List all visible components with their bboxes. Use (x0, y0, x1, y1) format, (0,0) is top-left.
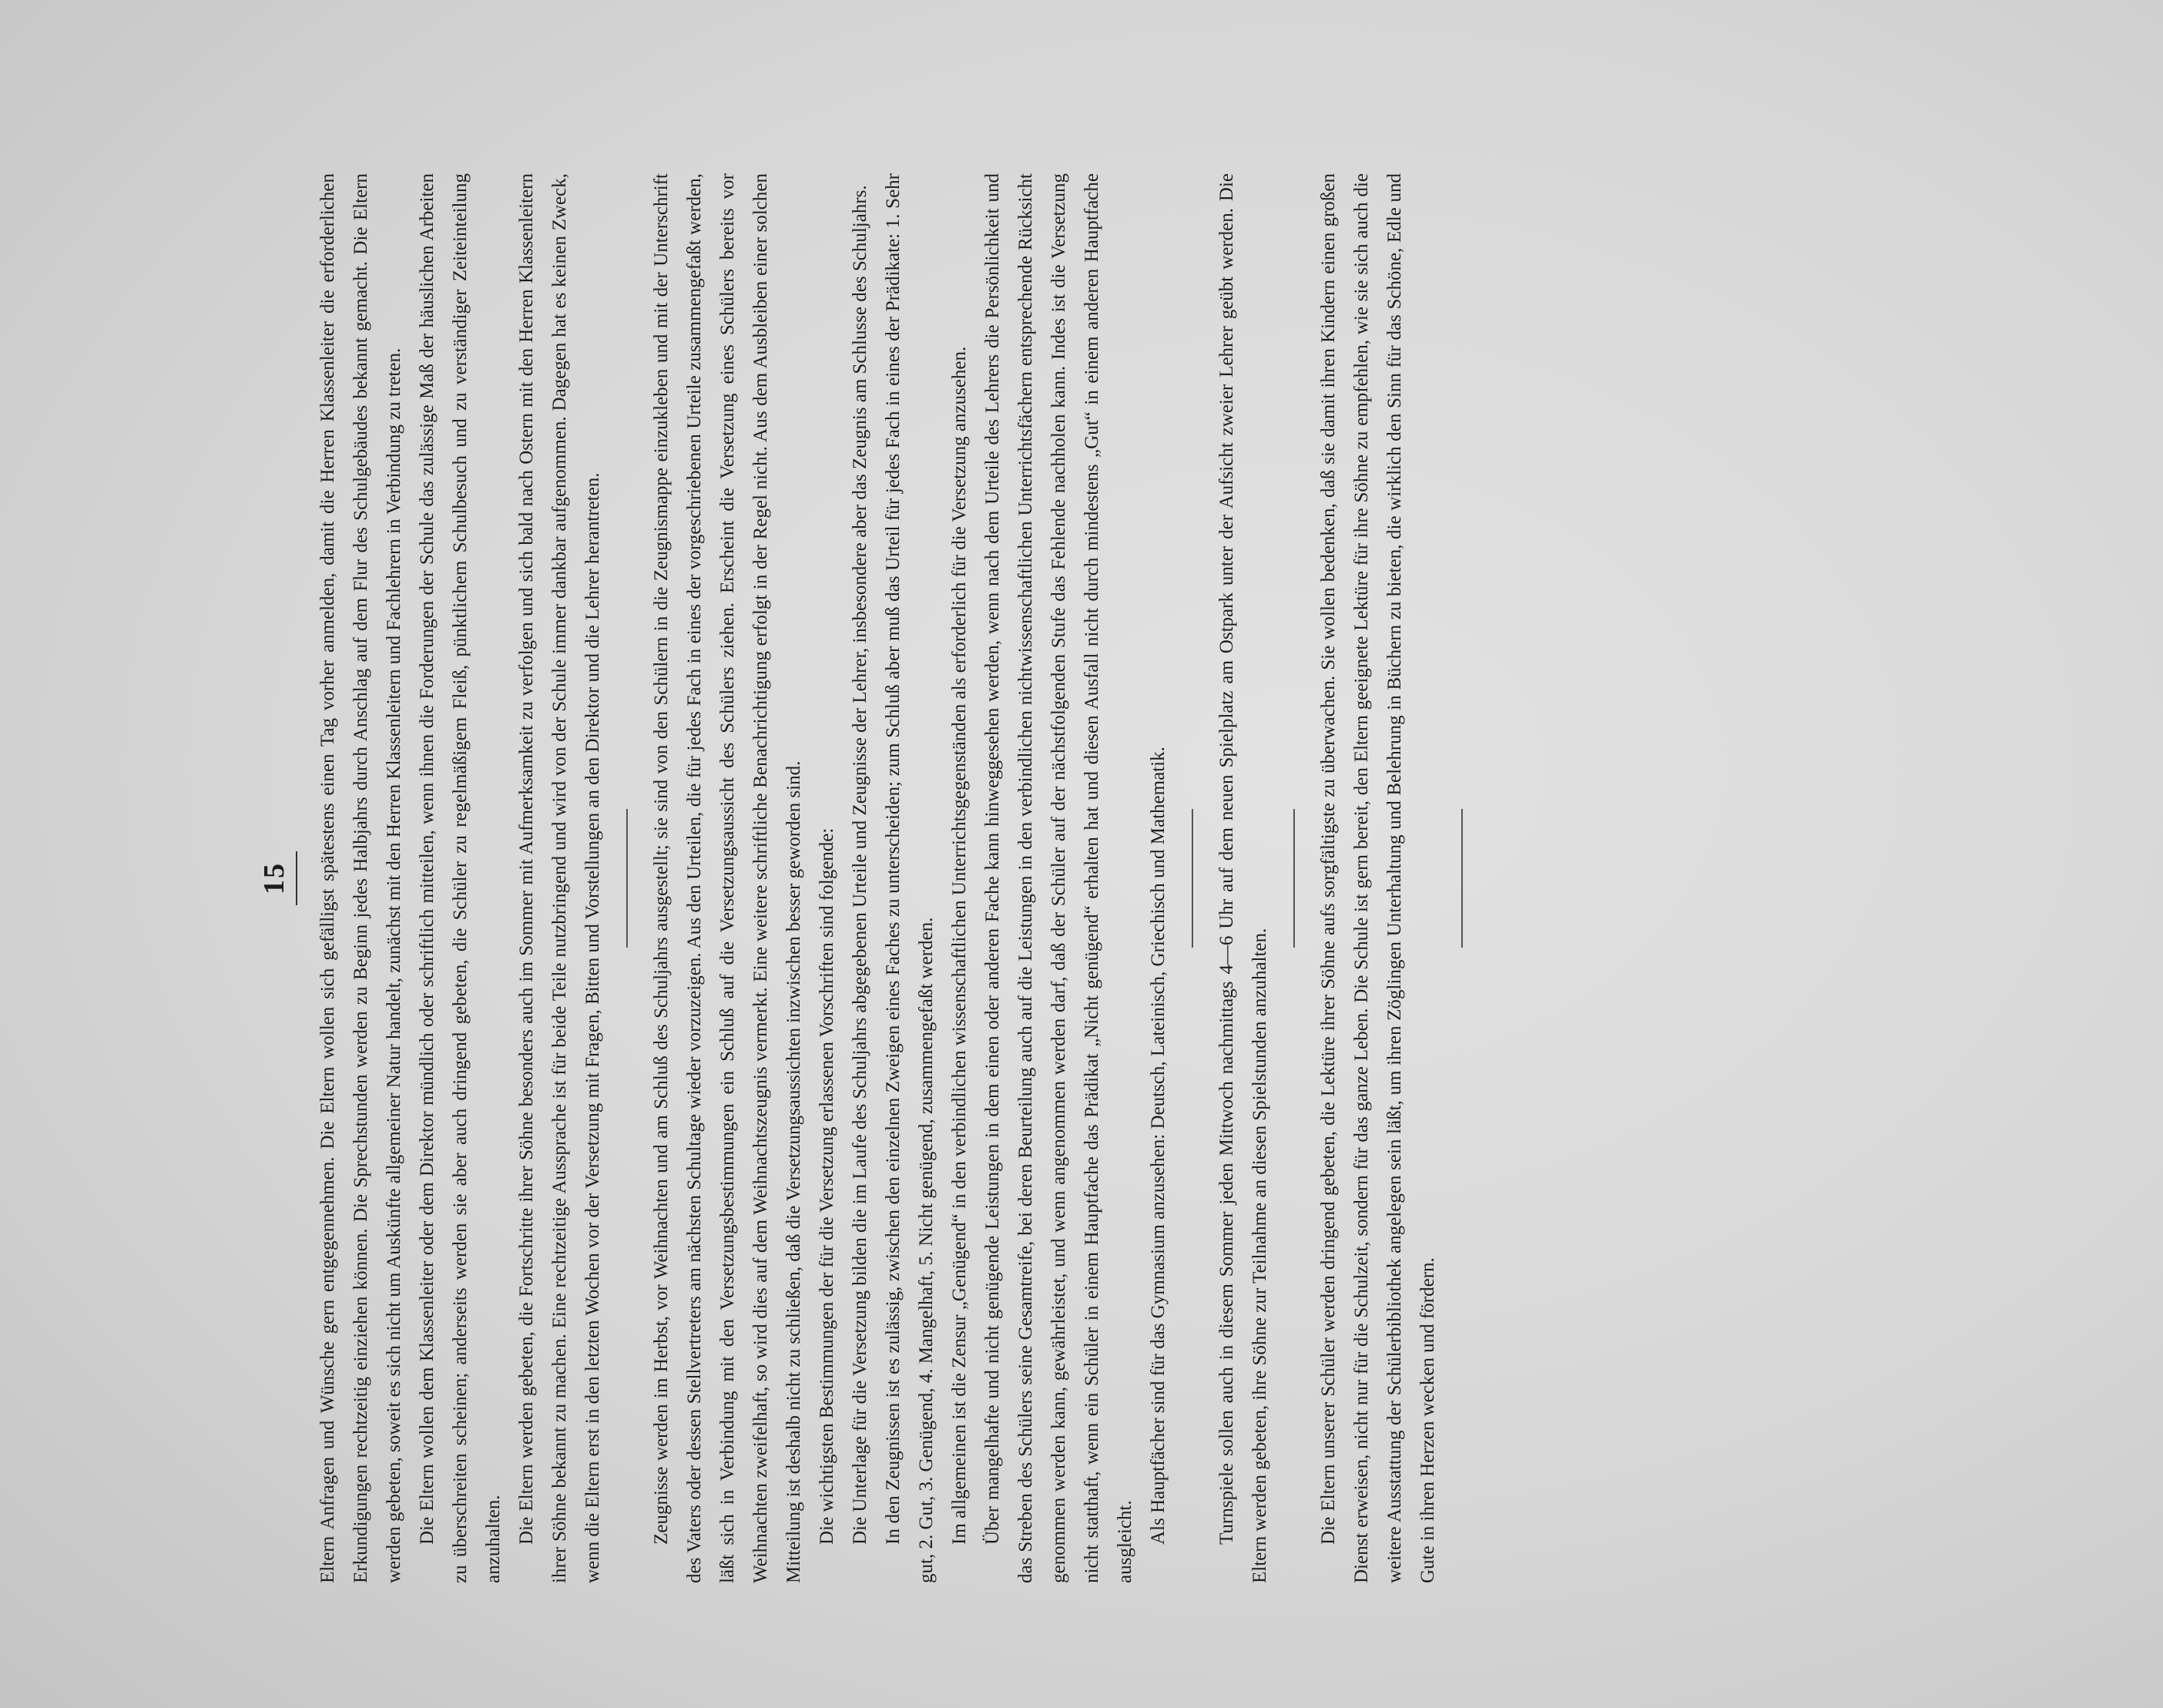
paragraph-reports: Zeugnisse werden im Herbst, vor Weihnachten und am Schluß des Schuljahrs ausgestellt; sie sind von den Schülern in die Zeugnismappe einzukleben und mit der Unterschrift des Vaters oder dessen Stellvertreters am nächsten Schultage wieder vorzuzeigen. Aus den Urteilen, die für jedes Fach in eines der vorgeschriebenen Urteile zusammengefaßt werden, läßt sich in Verbindung mit den Versetzungsbestimmungen ein Schluß auf die Versetzungsaussicht des Schülers ziehen. Erscheint die Versetzung eines Schülers bereits vor Weihnachten zweifelhaft, so wird dies auf dem Weihnachtszeugnis vermerkt. Eine weitere schriftliche Benachrichtigung erfolgt in der Regel nicht. Aus dem Ausbleiben einer solchen Mitteilung ist deshalb nicht zu schließen, daß die Versetzungsaussichten inzwischen besser geworden sind. (651, 173, 804, 1583)
page-number-rule (296, 851, 297, 905)
paragraph-grade-scale: In den Zeugnissen ist es zulässig, zwischen den einzelnen Zweigen eines Faches zu unterscheiden; zum Schluß aber muß das Urteil für jedes Fach in eines der Prädikate: 1. Sehr gut, 2. Gut, 3. Genügend, 4. Mangelhaft, 5. Nicht genügend, zusammengefaßt werden. (883, 173, 937, 1583)
paragraph-reading-supervision: Die Eltern unserer Schüler werden dringend gebeten, die Lektüre ihrer Söhne aufs sorgfältigste zu überwachen. Sie wollen bedenken, daß sie damit ihren Kindern einen großen Dienst erweisen, nicht nur für die Schulzeit, sondern für das ganze Leben. Die Schule ist gern bereit, den Eltern geeignete Lektüre für ihre Söhne zu empfehlen, wie sie sich auch die weitere Ausstattung der Schülerbibliothek angelegen sein läßt, um ihren Zöglingen Unterhaltung und Belehrung in Büchern zu bieten, die wirklich den Sinn für das Schöne, Edle und Gute in ihren Herzen wecken und fördern. (1318, 173, 1438, 1583)
paragraph-promotion-basis: Die Unterlage für die Versetzung bilden die im Laufe des Schuljahrs abgegebenen Urteile und Zeugnisse der Lehrer, insbesondere aber das Zeugnis am Schlusse des Schuljahrs. (850, 185, 870, 1545)
section-divider (626, 809, 628, 948)
paragraph-sports-games: Turnspiele sollen auch in diesem Sommer jeden Mittwoch nachmittags 4—6 Uhr auf dem neuen Spielplatz am Ostpark unter der Aufsicht zweier Lehrer geübt werden. Die Eltern werden gebeten, ihre Söhne zur Teilnahme an diesen Spielstunden anzuhalten. (1216, 173, 1270, 1583)
paragraph-promotion-rules-intro: Die wichtigsten Bestimmungen der für die Versetzung erlassenen Vorschriften sind folgende: (817, 827, 837, 1545)
page-number: 15 (258, 862, 290, 894)
paragraph-progress-monitoring: Die Eltern werden gebeten, die Fortschritte ihrer Söhne besonders auch im Sommer mit Aufmerksamkeit zu verfolgen und sich bald nach Ostern mit den Herren Klassenleitern ihrer Söhne bekannt zu machen. Eine rechtzeitige Aussprache ist für beide Teile nutzbringend und wird von der Schule immer dankbar aufgenommen. Dagegen hat es keinen Zweck, wenn die Eltern erst in den letzten Wochen vor der Versetzung mit Fragen, Bitten und Vorstellungen an den Direktor und die Lehrer herantreten. (516, 173, 603, 1583)
paragraph-workload-notice: Die Eltern wollen dem Klassenleiter oder dem Direktor mündlich oder schriftlich mitteilen, wenn ihnen die Forderungen der Schule das zulässige Maß der häuslichen Arbeiten zu überschreiten scheinen; anderseits werden sie aber auch dringend gebeten, die Schüler zu regelmäßigem Fleiß, pünktlichem Schulbesuch und zu verständiger Zeiteinteilung anzuhalten. (417, 173, 504, 1583)
paragraph-deficient-grades: Über mangelhafte und nicht genügende Leistungen in dem einen oder anderen Fache kann hinweggesehen werden, wenn nach dem Urteile des Lehrers die Persönlichkeit und das Streben des Schülers seine Gesamtreife, bei deren Beurteilung auch auf die Leistungen in den verbindlichen nichtwissenschaftlichen Unterrichtsfächern entsprechende Rücksicht genommen werden kann, gewährleistet, und wenn angenommen werden darf, daß der Schüler auf der nächstfolgenden Stufe das Fehlende nachholen kann. Indes ist die Versetzung nicht statthaft, wenn ein Schüler in einem Hauptfache das Prädikat „Nicht genügend“ erhalten hat und diesen Ausfall nicht durch mindestens „Gut“ in einem anderen Hauptfache ausgleicht. (982, 173, 1135, 1583)
section-divider (1461, 809, 1463, 948)
rotated-text-block (243, 143, 2030, 1606)
section-divider (1192, 809, 1193, 948)
document-page (243, 143, 2030, 1606)
paragraph-sufficient-grade: Im allgemeinen ist die Zensur „Genügend“ in den verbindlichen wissenschaftlichen Unterrichtsgegenständen als erforderlich für die Versetzung anzusehen. (949, 346, 970, 1545)
section-divider (1293, 809, 1295, 948)
paragraph-main-subjects: Als Hauptfächer sind für das Gymnasium anzusehen: Deutsch, Lateinisch, Griechisch und Mathematik. (1148, 747, 1169, 1545)
paragraph-consultation-requests: Eltern Anfragen und Wünsche gern entgegennehmen. Die Eltern wollen sich gefälligst spätestens einen Tag vorher anmelden, damit die Herren Klassenleiter die erforderlichen Erkundigungen rechtzeitig einziehen können. Die Sprechstunden werden zu Beginn jedes Halbjahrs durch Anschlag auf dem Flur des Schulgebäudes bekannt gemacht. Die Eltern werden gebeten, soweit es sich nicht um Auskünfte allgemeiner Natur handelt, zunächst mit den Herren Klassenleitern und Fachlehrern in Verbindung zu treten. (317, 173, 404, 1583)
